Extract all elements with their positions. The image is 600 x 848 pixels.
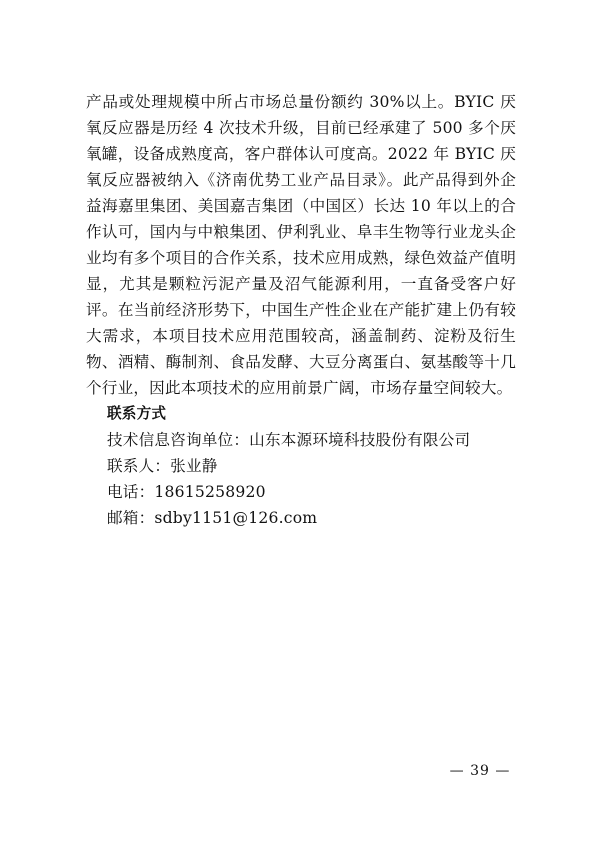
body-text [86,89,516,531]
contact-phone: 电话：18615258920 [107,483,266,501]
market-paragraph: 产品或处理规模中所占市场总量份额约 30%以上。BYIC 厌氧反应器是历经 4 次技术升级，目前已经承建了 500 多个厌氧罐，设备成熟度高，客户群体认可度高。2022 年 BYIC 厌氧反应器被纳入《济南优势工业产品目录》。此产品得到外企益海嘉里集团、美国嘉吉集团（中国区）长达 10 年以上的合作认可，国内与中粮集团、伊利乳业、阜丰生物等行业龙头企业均有多个项目的合作关系，技术应用成熟，绿色效益产值明显，尤其是颗粒污泥产量及沼气能源利用，一直备受客户好评。在当前经济形势下，中国生产性企业在产能扩建上仍有较大需求，本项目技术应用范围较高，涵盖制药、淀粉及衍生物、酒精、酶制剂、食品发酵、大豆分离蛋白、氨基酸等十几个行业，因此本项技术的应用前景广阔，市场存量空间较大。 [86,93,516,397]
contact-person: 联系人：张业静 [107,457,218,475]
contact-heading: 联系方式 [107,405,167,422]
contact-email: 邮箱：sdby1151@126.com [107,509,318,527]
contact-unit: 技术信息咨询单位：山东本源环境科技股份有限公司 [107,431,471,449]
page-number: — 39 — [449,763,511,779]
